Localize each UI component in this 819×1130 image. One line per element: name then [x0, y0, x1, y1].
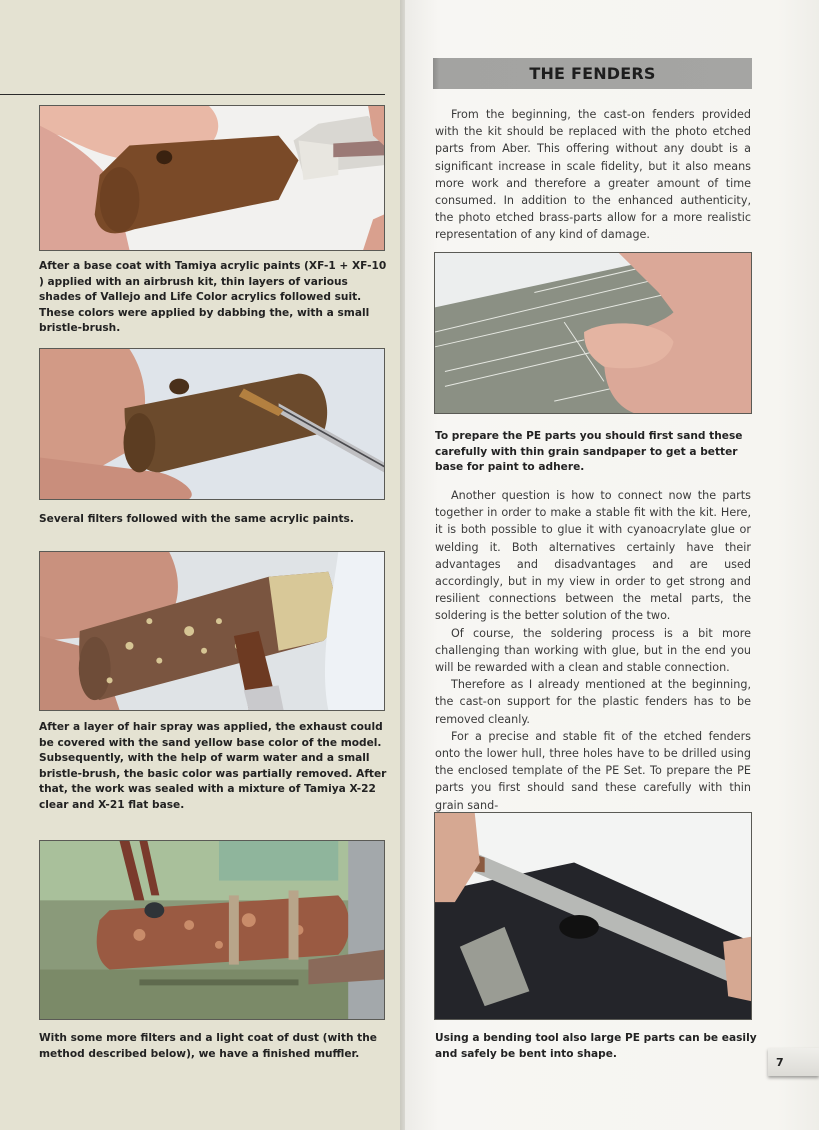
photo-bending-tool	[434, 812, 752, 1020]
photo-muffler-sand-yellow	[39, 551, 385, 711]
section-heading: THE FENDERS	[529, 64, 656, 83]
paragraph: Of course, the soldering process is a bit more challenging than working with glue, but in the end you will be rewarded with a clean and stable connection.	[435, 626, 751, 675]
photo-finished-muffler	[39, 840, 385, 1020]
paragraph: From the beginning, the cast-on fenders provided with the kit should be replaced with the photo etched parts from Aber. This offering without any doubt is a significant increase in scale fidelity, but it also means more work and therefore a greater amount of time consumed. In addition to the enhanced authenticity, the photo etched brass-parts allow for a more realistic representation of any kind of damage.	[435, 108, 751, 242]
paragraph: Another question is how to connect now the parts together in order to make a stable fit with the kit. Here, it is both possible to glue it with cyanoacrylate glue or welding it. Both alternatives certainly have their advantages and disadvantages and are used accordingly, but in my view in order to get strong and resilient connections between the metal parts, the soldering is the better solution of the two.	[435, 489, 751, 623]
section-heading-bar	[433, 58, 752, 89]
figure-caption: After a base coat with Tamiya acrylic paints (XF-1 + XF-10 ) applied with an airbrush kit, thin layers of various shades of Vallejo and Life Color acrylics followed suit. These colors were applied by dabbing the, with a small bristle-brush.	[39, 260, 387, 335]
figure-caption: Several filters followed with the same acrylic paints.	[39, 513, 354, 525]
top-rule-divider	[0, 94, 385, 95]
page-number: 7	[768, 1048, 819, 1076]
photo-sanding-pe-parts	[434, 252, 752, 414]
paragraph: Therefore as I already mentioned at the beginning, the cast-on support for the plastic fenders has to be removed cleanly.	[435, 678, 751, 726]
figure-caption: After a layer of hair spray was applied, the exhaust could be covered with the sand yellow base color of the model. Subsequently, with the help of warm water and a small bristle-brush, the basic color was partially removed. After that, the work was sealed with a mixture of Tamiya X-22 clear and X-21 flat base.	[39, 721, 387, 811]
photo-muffler-filters	[39, 348, 385, 500]
main-text	[435, 487, 751, 814]
figure-caption: Using a bending tool also large PE parts can be easily and safely be bent into shape.	[435, 1032, 757, 1060]
intro-text	[435, 106, 751, 244]
figure-caption: To prepare the PE parts you should first sand these carefully with thin grain sandpaper to get a better base for paint to adhere.	[435, 430, 743, 474]
photo-muffler-base-coat	[39, 105, 385, 251]
figure-caption: With some more filters and a light coat of dust (with the method described below), we have a finished muffler.	[39, 1032, 377, 1060]
paragraph: For a precise and stable fit of the etched fenders onto the lower hull, three holes have to be drilled using the enclosed template of the PE Set. To prepare the PE parts you first should sand these carefully with thin grain sand-	[435, 729, 751, 812]
